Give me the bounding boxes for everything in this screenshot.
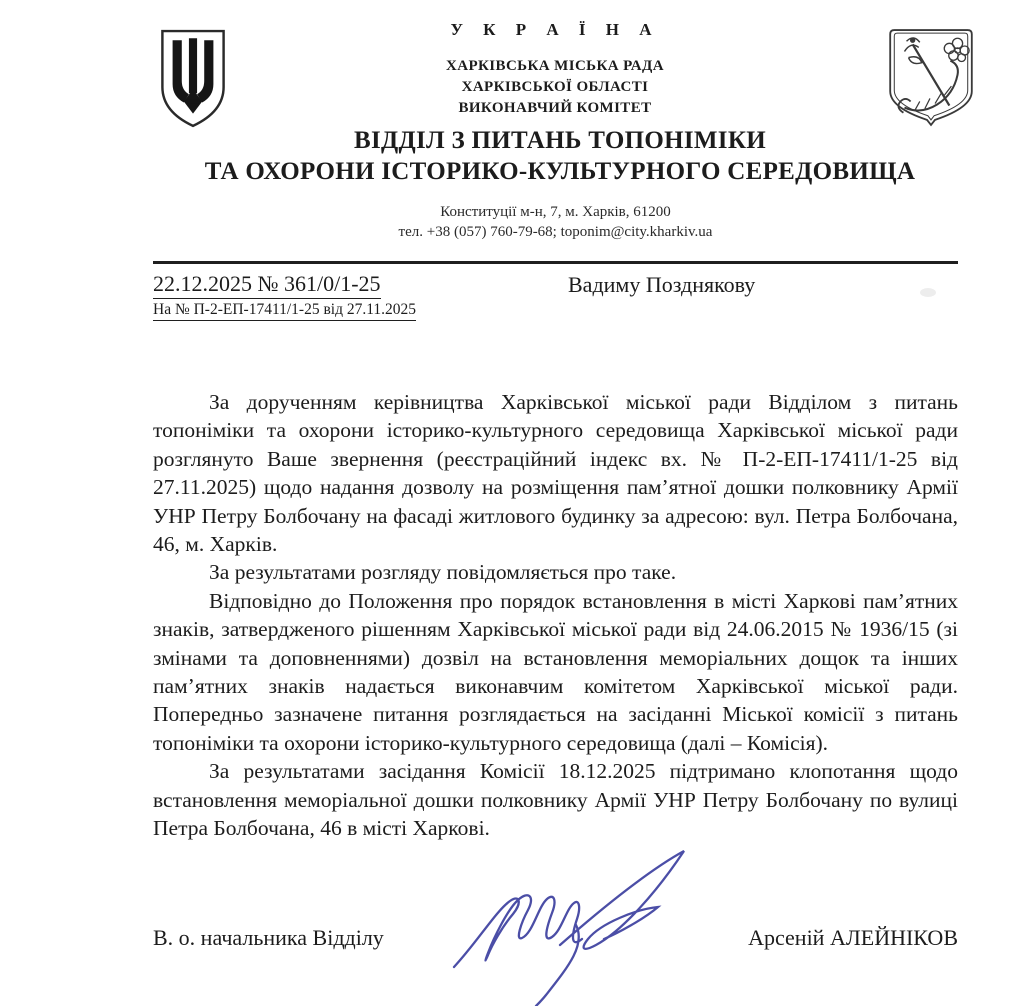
org-line-3: ВИКОНАВЧИЙ КОМІТЕТ [458,100,652,116]
country-title: У К Р А Ї Н А [450,20,660,39]
signer-name: Арсеній АЛЕЙНІКОВ [748,925,958,950]
header-separator-rule [153,261,958,264]
incoming-number [153,301,416,321]
kharkiv-coat-of-arms-icon [886,26,976,128]
department-title [100,125,1020,187]
signer-position-title: В. о. начальника Відділу [153,925,384,950]
department-title-line-2: ТА ОХОРОНИ ІСТОРИКО-КУЛЬТУРНОГО СЕРЕДОВИЩА [204,158,916,185]
department-title-line-1: ВІДДІЛ З ПИТАНЬ ТОПОНІМІКИ [353,127,766,154]
org-line-1: ХАРКІВСЬКА МІСЬКА РАДА [446,58,664,74]
org-line-2: ХАРКІВСЬКОЇ ОБЛАСТІ [461,79,649,95]
outgoing-number-text: 22.12.2025 № 361/0/1-25 [153,271,381,299]
incoming-number-text: На № П-2-ЕП-17411/1-25 від 27.11.2025 [153,301,416,321]
address-line: Конституції м-н, 7, м. Харків, 61200 [440,204,671,220]
phone-email-line: тел. +38 (057) 760-79-68; toponim@city.kharkiv.ua [398,224,713,240]
recipient-name: Вадиму Позднякову [568,272,756,297]
scan-artifact [920,288,936,297]
body-paragraph-2: За результатами розгляду повідомляється про таке. [209,560,677,585]
letterhead [240,20,870,119]
contact-block [153,202,958,242]
letter-body [153,388,958,843]
handwritten-signature [440,845,705,1006]
body-paragraph-3: Відповідно до Положення про порядок встановлення в місті Харкові пам’ятних знаків, затвердженого рішенням Харківської міської ради від 24.06.2015 № 1936/15 (зі змінами та доповненнями) дозвіл на встановлення меморіальних дощок та інших пам’ятних знаків надається виконавчим комітетом Харківської міської ради. Попередньо зазначене питання розглядається на засіданні Міської комісії з питань топоніміки та охорони історико-культурного середовища (далі – Комісія). [153,588,958,755]
body-paragraph-4: За результатами засідання Комісії 18.12.2025 підтримано клопотання щодо встановлення меморіальної дошки полковнику Армії УНР Петру Болбочану по вулиці Петра Болбочана, 46 в місті Харкові. [153,759,958,841]
outgoing-number [153,271,381,299]
body-paragraph-1: За дорученням керівництва Харківської міської ради Відділом з питань топоніміки та охорони історико-культурного середовища Харківської міської ради розглянуто Ваше звернення (реєстраційний індекс вх. № П-2-ЕП-17411/1-25 від 27.11.2025) щодо надання дозволу на розміщення пам’ятної дошки полковнику Армії УНР Петру Болбочану на фасаді житлового будинку за адресою: вул. Петра Болбочана, 46, м. Харків. [153,390,958,557]
tryzub-shield-icon [158,28,228,130]
